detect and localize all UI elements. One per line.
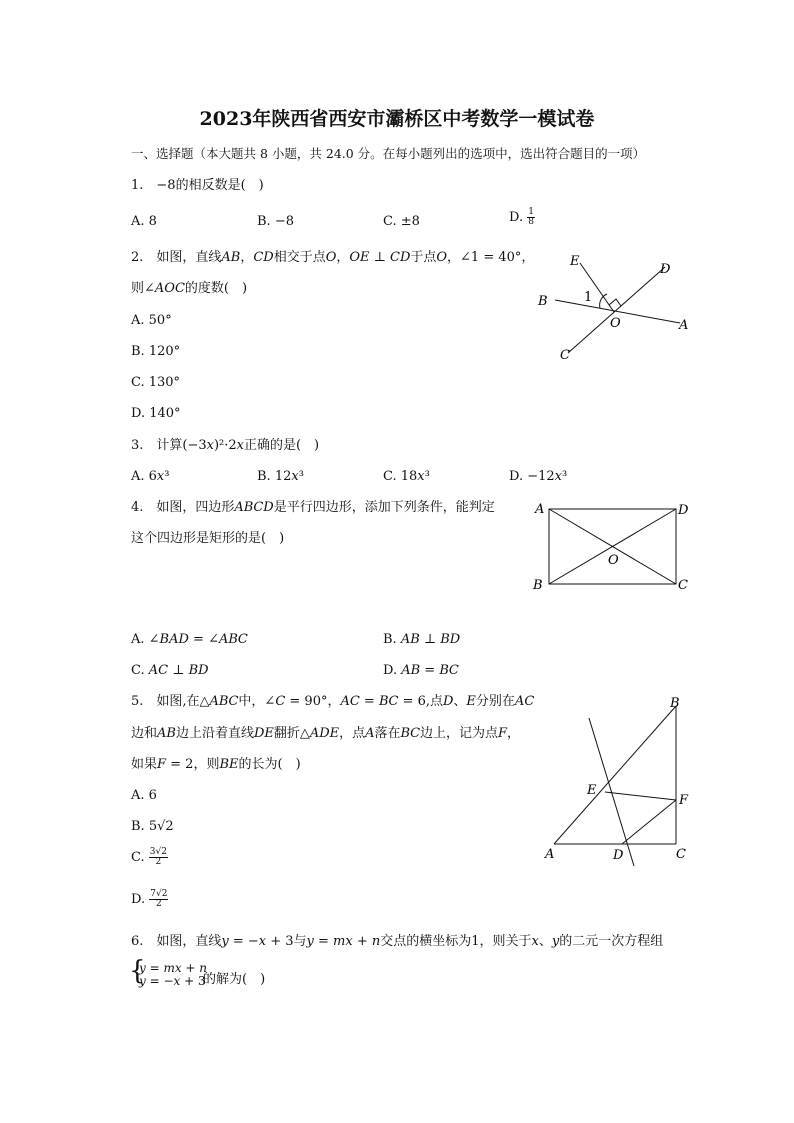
section-header: 一、选择题（本大题共 8 小题，共 24.0 分。在每小题列出的选项中，选出符合题目的一项） <box>131 146 646 161</box>
q5-option-c <box>131 848 168 867</box>
q1-option-c: C. ±8 <box>383 214 420 229</box>
label-b: B <box>538 294 548 309</box>
q6-brace: { <box>129 956 146 986</box>
label-o: O <box>608 553 619 568</box>
q1-option-d <box>509 208 535 227</box>
label-e: E <box>570 254 580 269</box>
q4-stem-line1: 4. 如图，四边形𝐴𝐵𝐶𝐷是平行四边形，添加下列条件，能判定 <box>131 500 495 515</box>
q4-option-a: A. ∠𝐵𝐴𝐷 = ∠𝐴𝐵𝐶 <box>131 632 248 647</box>
label-a: A <box>545 847 555 862</box>
label-c: C <box>676 847 686 862</box>
q3-option-a: A. 6𝑥³ <box>131 469 170 484</box>
label-a: A <box>535 502 545 517</box>
q5-option-d-label: D. <box>131 892 146 907</box>
label-d: D <box>613 848 624 863</box>
q4-option-b: B. 𝐴𝐵 ⊥ 𝐵𝐷 <box>383 632 461 647</box>
q5-option-c-label: C. <box>131 850 145 865</box>
q5-stem-line1: 5. 如图,在△𝐴𝐵𝐶中，∠𝐶 = 90°，𝐴𝐶 = 𝐵𝐶 = 6,点𝐷、𝐸分别在𝐴𝐶 <box>131 694 535 709</box>
q4-option-c: C. 𝐴𝐶 ⊥ 𝐵𝐷 <box>131 663 209 678</box>
q3-option-c: C. 18𝑥³ <box>383 469 430 484</box>
q6-equation-2: 𝑦 = −𝑥 + 3 <box>139 974 206 988</box>
q3-stem: 3. 计算(−3𝑥)²·2𝑥正确的是( ) <box>131 438 320 453</box>
q5-c-numerator: 3√2 <box>149 847 167 857</box>
q4-stem-line2: 这个四边形是矩形的是( ) <box>131 531 285 546</box>
page-title: 2023年陕西省西安市灞桥区中考数学一模试卷 <box>199 108 595 130</box>
q1-stem: 1. −8的相反数是( ) <box>131 178 264 193</box>
segment-ab <box>554 706 676 844</box>
q2-option-d: D. 140° <box>131 406 181 421</box>
label-e: E <box>587 783 597 798</box>
q5-option-b: B. 5√2 <box>131 819 174 834</box>
q3-option-b: B. 12𝑥³ <box>257 469 304 484</box>
q6-stem-line1: 6. 如图，直线𝑦 = −𝑥 + 3与𝑦 = 𝑚𝑥 + 𝑛交点的横坐标为1，则关于𝑥、𝑦的二元一次方程组 <box>131 934 664 949</box>
q5-option-c-fraction <box>149 848 168 867</box>
q4-option-d: D. 𝐴𝐵 = 𝐵𝐶 <box>383 663 459 678</box>
q1-d-denominator: 8 <box>528 217 534 227</box>
label-o: O <box>610 316 621 331</box>
q2-stem-line1: 2. 如图，直线𝐴𝐵，𝐶𝐷相交于点𝑂，𝑂𝐸 ⊥ 𝐶𝐷于点𝑂，∠1 = 40°， <box>131 250 535 265</box>
label-c: C <box>560 348 570 363</box>
q1-option-a: A. 8 <box>131 214 157 229</box>
q5-option-a: A. 6 <box>131 788 157 803</box>
q2-option-c: C. 130° <box>131 375 181 390</box>
q5-stem-line3: 如果𝐹 = 2，则𝐵𝐸的长为( ) <box>131 757 301 772</box>
label-d: D <box>660 262 671 277</box>
q6-equation-1: 𝑦 = 𝑚𝑥 + 𝑛 <box>139 961 208 975</box>
q5-stem-line2: 边和𝐴𝐵边上沿着直线𝐷𝐸翻折△𝐴𝐷𝐸，点𝐴落在𝐵𝐶边上，记为点𝐹， <box>131 726 521 741</box>
q6-tail: 的解为( ) <box>203 972 266 987</box>
q5-figure <box>538 690 698 875</box>
q2-option-a: A. 50° <box>131 313 172 328</box>
label-c: C <box>678 578 688 593</box>
line-cd <box>568 267 665 353</box>
segment-ef <box>605 792 676 800</box>
label-b: B <box>533 578 543 593</box>
label-a: A <box>679 318 689 333</box>
label-d: D <box>678 503 689 518</box>
q3-option-d: D. −12𝑥³ <box>509 469 568 484</box>
q5-option-d-fraction <box>149 890 168 909</box>
label-b: B <box>670 696 680 711</box>
q1-option-d-label: D. <box>509 210 524 225</box>
label-1: 1 <box>584 290 593 305</box>
segment-df <box>622 800 676 844</box>
q2-option-b: B. 120° <box>131 344 181 359</box>
q5-d-numerator: 7√2 <box>150 889 168 899</box>
q5-d-denominator: 2 <box>155 899 162 909</box>
q1-d-numerator: 1 <box>528 207 534 217</box>
q5-c-denominator: 2 <box>155 857 162 867</box>
label-f: F <box>679 793 689 808</box>
q1-option-b: B. −8 <box>257 214 294 229</box>
q2-stem-line2: 则∠𝐴𝑂𝐶的度数( ) <box>131 281 248 296</box>
q4-figure <box>528 497 698 597</box>
q1-option-d-fraction <box>527 208 535 227</box>
q5-option-d <box>131 890 168 909</box>
right-angle-mark <box>609 299 621 306</box>
q2-figure <box>530 245 705 370</box>
